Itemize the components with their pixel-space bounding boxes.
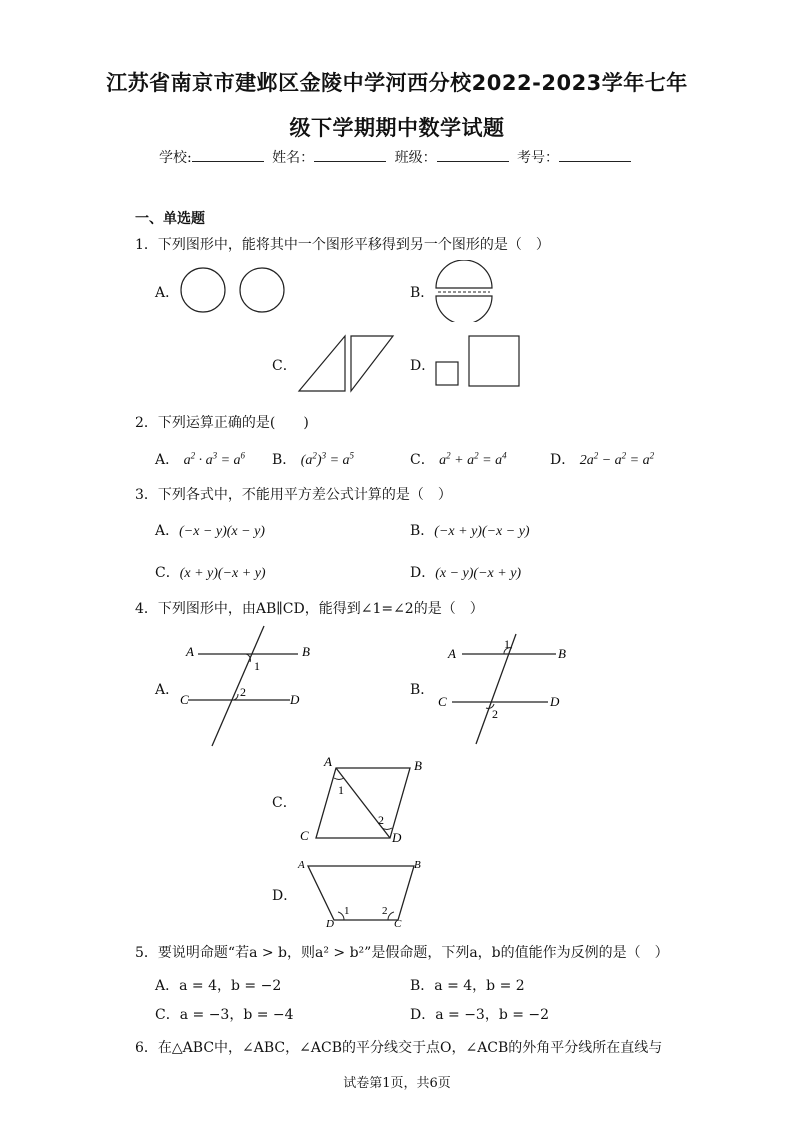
half-circle-shape xyxy=(436,260,492,288)
q1-option-c-label: C． xyxy=(272,358,297,374)
circle-shape xyxy=(240,268,284,312)
q3-option-b xyxy=(410,520,530,540)
q2-option-b-label: B． xyxy=(272,452,297,468)
q1-figure-a xyxy=(178,262,294,318)
point-label-a: A xyxy=(298,859,305,871)
q2-option-c xyxy=(410,449,507,469)
q3-option-d xyxy=(410,562,521,582)
question-4-stem: 4．下列图形中，由AB∥CD，能得到∠1=∠2的是（ ） xyxy=(135,601,484,617)
angle-label-1: 1 xyxy=(254,659,260,673)
number-label: 考号： xyxy=(517,150,560,166)
angle-1-arc xyxy=(246,654,250,662)
transversal-line xyxy=(212,626,264,746)
point-label-d: D xyxy=(326,918,334,928)
transversal-line xyxy=(476,634,516,744)
school-blank xyxy=(192,149,264,162)
angle-label-2: 2 xyxy=(492,707,498,721)
page-footer: 试卷第1页，共6页 xyxy=(343,1076,451,1091)
name-blank xyxy=(314,149,386,162)
point-label-b: B xyxy=(558,646,566,661)
angle-label-2: 2 xyxy=(240,685,246,699)
q3-option-a xyxy=(155,520,265,540)
q4-figure-c xyxy=(294,754,434,846)
q3-option-d-label: D． xyxy=(410,565,436,581)
triangle-shape xyxy=(299,336,345,391)
page-title-line1: 江苏省南京市建邺区金陵中学河西分校2022-2023学年七年 xyxy=(106,71,688,95)
q4-figure-b xyxy=(432,632,572,746)
student-info-line xyxy=(0,147,794,167)
q3-option-c xyxy=(155,562,266,582)
q4-option-c-label: C． xyxy=(272,795,297,811)
q3-option-a-label: A． xyxy=(155,523,180,539)
q4-option-b-label: B． xyxy=(410,682,435,698)
q3-option-d-math: (x − y)(−x + y) xyxy=(435,566,522,581)
q4-figure-a xyxy=(178,624,318,748)
q4-figure-d xyxy=(294,856,434,928)
q1-option-b-label: B． xyxy=(410,285,435,301)
point-label-c: C xyxy=(300,828,309,843)
q2-option-b-math: $(a^2)^3 = a^5$ xyxy=(300,450,355,468)
q5-option-d: D．a = −3，b = −2 xyxy=(410,1007,550,1023)
number-blank xyxy=(559,149,631,162)
angle-label-2: 2 xyxy=(378,813,384,827)
half-circle-shape xyxy=(436,296,492,322)
q2-option-c-math: $a^2 + a^2 = a^4$ xyxy=(439,450,507,468)
small-square-shape xyxy=(436,362,458,385)
point-label-b: B xyxy=(414,859,421,871)
q1-option-d-label: D． xyxy=(410,358,436,374)
circle-shape xyxy=(181,268,225,312)
q2-option-a-label: A． xyxy=(155,452,180,468)
question-1-stem: 1．下列图形中，能将其中一个图形平移得到另一个图形的是（ ） xyxy=(135,237,550,253)
question-5-stem: 5．要说明命题“若a > b，则a² > b²”是假命题，下列a，b的值能作为反例的是（ ） xyxy=(135,945,669,961)
triangle-shape xyxy=(351,336,393,391)
point-label-a: A xyxy=(186,644,194,659)
q2-option-c-label: C． xyxy=(410,452,435,468)
point-label-c: C xyxy=(394,918,402,928)
point-label-d: D xyxy=(392,830,402,845)
question-2-stem: 2．下列运算正确的是( ) xyxy=(135,415,309,431)
class-label: 班级： xyxy=(394,150,437,166)
trapezoid-shape xyxy=(308,866,414,920)
angle-label-1: 1 xyxy=(338,783,344,797)
q4-option-d-label: D． xyxy=(272,888,298,904)
q2-option-d-math: $2a^2 - a^2 = a^2$ xyxy=(579,450,655,468)
q5-option-c: C．a = −3，b = −4 xyxy=(155,1007,294,1023)
q3-option-c-label: C． xyxy=(155,565,180,581)
q2-option-a-math: $a^2 \cdot a^3 = a^6$ xyxy=(183,450,246,468)
point-label-b: B xyxy=(414,758,422,773)
q3-option-b-math: (−x + y)(−x − y) xyxy=(434,524,530,539)
school-label: 学校: xyxy=(158,150,192,166)
q1-figure-b xyxy=(430,260,500,322)
angle-label-1: 1 xyxy=(504,637,510,651)
q5-option-a: A．a = 4，b = −2 xyxy=(155,978,282,994)
point-label-a: A xyxy=(324,754,332,769)
point-label-c: C xyxy=(180,692,189,707)
q4-option-a-label: A． xyxy=(155,682,180,698)
page-title-line2: 级下学期期中数学试题 xyxy=(289,116,505,140)
point-label-a: A xyxy=(448,646,456,661)
point-label-c: C xyxy=(438,694,447,709)
q1-option-a-label: A． xyxy=(155,285,180,301)
name-label: 姓名： xyxy=(272,150,315,166)
q2-option-d-label: D． xyxy=(550,452,576,468)
q2-option-d xyxy=(550,449,654,469)
angle-label-1: 1 xyxy=(344,905,350,917)
class-blank xyxy=(437,149,509,162)
q1-figure-d xyxy=(432,334,524,390)
q2-option-b xyxy=(272,449,354,469)
q3-option-c-math: (x + y)(−x + y) xyxy=(179,566,266,581)
section-heading: 一、单选题 xyxy=(135,211,205,227)
question-6-stem: 6．在△ABC中，∠ABC，∠ACB的平分线交于点O，∠ACB的外角平分线所在直线与 xyxy=(135,1040,663,1056)
angle-2-arc xyxy=(382,828,392,829)
q5-option-b: B．a = 4，b = 2 xyxy=(410,978,525,994)
angle-1-arc xyxy=(334,778,344,779)
q1-figure-c xyxy=(295,332,395,394)
q3-option-a-math: (−x − y)(x − y) xyxy=(179,524,265,539)
large-square-shape xyxy=(469,336,519,386)
point-label-d: D xyxy=(290,692,300,707)
q2-option-a xyxy=(155,449,245,469)
q3-option-b-label: B． xyxy=(410,523,435,539)
angle-label-2: 2 xyxy=(382,905,388,917)
point-label-b: B xyxy=(302,644,310,659)
question-3-stem: 3．下列各式中，不能用平方差公式计算的是（ ） xyxy=(135,487,452,503)
point-label-d: D xyxy=(550,694,560,709)
